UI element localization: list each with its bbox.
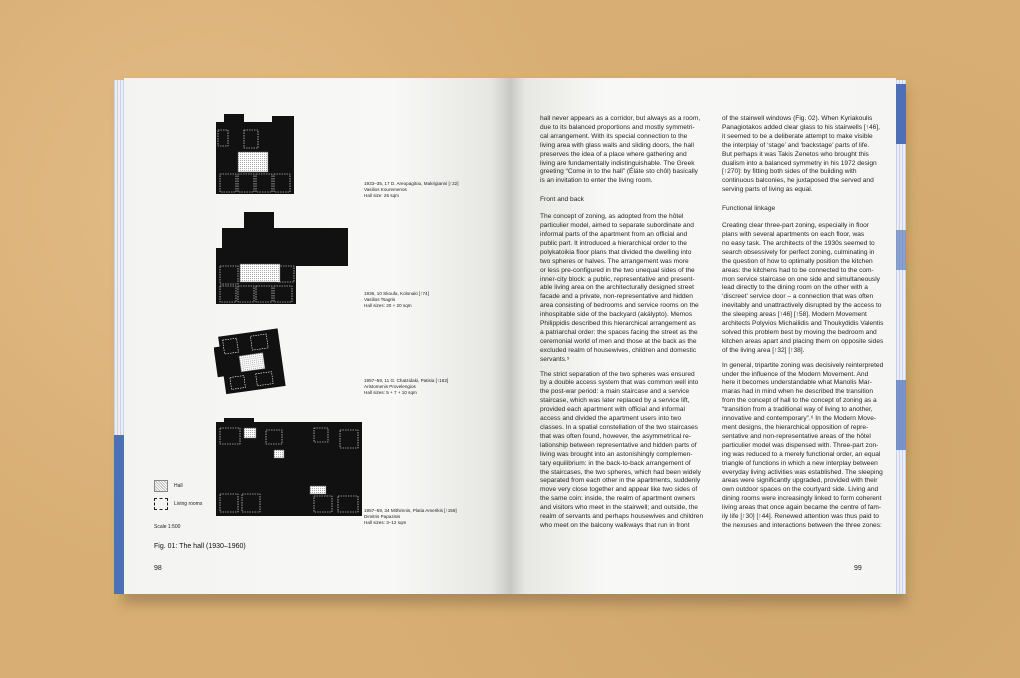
- floor-plan-3: [214, 324, 294, 400]
- caption-line: 1957–59, 34 Mithimnis, Platia Amerikis [↑158]: [364, 508, 457, 513]
- text-column-2: [722, 115, 894, 537]
- page-number-left: 98: [154, 565, 162, 572]
- scale-label: Scale 1:500: [154, 524, 181, 530]
- legend-hall-label: Hall: [174, 483, 183, 489]
- open-book: [114, 78, 906, 598]
- left-page: [124, 78, 510, 594]
- caption-line: 1936, 10 Skoufa, Kolonaki [↑74]: [364, 291, 429, 296]
- floor-plan-1: [214, 112, 304, 198]
- paragraph: In general, tripartite zoning was decisively reinterpreted under the influence of the Modern Movement. And here it becomes understandable what Manolis Mar- maras had in mind when he described the transition from the concept of hall to the concept of zoning as a “transition from a traditional way of living to another, innovative and contemporary”.⁶ In the Modern Move- ment designs, the hierarchical opposition of repre- sentative and non-representative areas of the hôtel particulier model was dispensed with. Three-part zon- ing was reduced to a merely functional order, an equal triangle of functions in which a new interplay between everyday living activities was established. The sleeping areas were significantly upgraded, provided with their own outdoor spaces on the courtyard side. Living and dining rooms were increasingly linked to form coherent living areas that once again became the centre of fam- ily life [↑30] [↑44]. Renewed attention was thus paid to the nexuses and interactions between the three zones:: [722, 361, 884, 529]
- caption-line: Hall sizes: 3–12 sqm: [364, 520, 407, 526]
- living-swatch: [154, 498, 168, 510]
- caption-line: Hall sizes: 5 + 7 + 10 sqm: [364, 390, 417, 396]
- section-heading: Front and back: [540, 196, 584, 204]
- right-page: [510, 78, 896, 594]
- paragraph: The concept of zoning, as adopted from the hôtel particulier model, aimed to separate subordinate and informal parts of the apartment from an official and public part. It introduced a hierarchical order to the polykatoikia floor plans that divided the dwelling into two spheres or halves. The arrangement was more or less pre-configured in the two unequal sides of the inner-city block: a public, representative and present- able living area on the architecturally designed street facade and a private, non-representative and hidden area consisting of bedrooms and service rooms on the inhospitable side of the backyard (akálypto). Memos Philippidis described this hierarchical arrangement as a patriarchal order: the spaces facing the street as the ceremonial world of men and those at the back as the excluded realm of housewives, children and domestic servants.⁵: [540, 213, 699, 363]
- paragraph: hall never appears as a corridor, but always as a room, due to its balanced proportions and mostly symmetri- cal arrangement. With its special connection to the living area with glass walls and sliding doors, the hall preserves the idea of a place where gathering and living are fundamentally indistinguishable. The Greek greeting “Come in to the hall” (Éláte sto chôl) basically is an invitation to enter the living room.: [540, 115, 701, 185]
- caption-line: Dimitris Papazisis: [364, 514, 401, 520]
- page-number-right: 99: [854, 565, 862, 572]
- paragraph: of the stairwell windows (Fig. 02). When Kyriakoulis Panagiotakos added clear glass to his stairwells [↑46], it seemed to be a deliberate attempt to make visible the interplay of ‘stage’ and ‘backstage’ parts of life. But perhaps it was Takis Zenetos who brought this dualism into a balanced symmetry in his 1972 design [↑270]: by fitting both sides of the building with continuous balconies, he juxtaposed the served and serving parts of living as equal.: [722, 115, 880, 194]
- plan-3-caption: [364, 378, 494, 397]
- caption-line: 1933–35, 17 D. Areopagitou, Makrigianni [↑22]: [364, 181, 459, 186]
- caption-line: Vasilios Kouremenos: [364, 187, 407, 193]
- legend-living: [154, 498, 202, 510]
- caption-line: Hall sizes: 20 + 20 sqm: [364, 303, 412, 309]
- plan-2-caption: [364, 291, 494, 310]
- plan-1-caption: [364, 181, 494, 200]
- legend-hall: [154, 480, 183, 492]
- caption-line: Aristomenis Provelengios: [364, 384, 416, 390]
- legend-living-label: Living rooms: [174, 501, 203, 507]
- section-heading: Functional linkage: [722, 205, 776, 213]
- floor-plan-2: [214, 208, 354, 308]
- figure-title: Fig. 01: The hall (1930–1960): [154, 543, 246, 550]
- caption-line: Vasilios Tsagris: [364, 297, 396, 303]
- plan-4-caption: [364, 508, 494, 527]
- paragraph: Creating clear three-part zoning, especially in floor plans with several apartments on each floor, was no easy task. The architects of the 1930s seemed to search obsessively for perfect zoning, culminating in the question of how to optimally position the kitchen areas: the kitchens had to be connected to the com- mon service staircase on one side and simultaneously lead directly to the dining room on the other with a ‘discreet’ service door – a connection that was often inevitably and unattractively disrupted by the access to the sleeping areas [↑46] [↑58]. Modern Movement architects Polyvios Michailidis and Thoukydidis Valentis solved this problem best by moving the bedroom and kitchen areas apart and placing them on opposite sides of the living area [↑32] [↑38].: [722, 222, 884, 354]
- floor-plan-4: [214, 416, 364, 520]
- caption-line: 1957–59, 11 G. Chatzidaki, Patisia [↑162]: [364, 378, 449, 383]
- text-column-1: [540, 115, 722, 537]
- caption-line: Hall size: 26 sqm: [364, 193, 399, 199]
- hall-swatch: [154, 480, 168, 492]
- paragraph: The strict separation of the two spheres was ensured by a double access system that was common well into the post-war period: a main staircase and a service staircase, which was later replaced by a service lift, provided each apartment with official and informal access and divided the apartment users into two classes. In a spatial constellation of the two staircases that was often found, however, the asymmetrical re- lationship between representative and hidden parts of living was brought into an astonishingly complemen- tary equilibrium: in the back-to-back arrangement of the staircases, the two spheres, which had been widely separated from each other in the apartments, suddenly move very close together and appear like two sides of the same coin: inside, the realm of apartment owners and visitors who meet in the stairwell; and outside, the realm of servants and perhaps housewives and children who meet on the balcony walkways that run in front: [540, 370, 704, 529]
